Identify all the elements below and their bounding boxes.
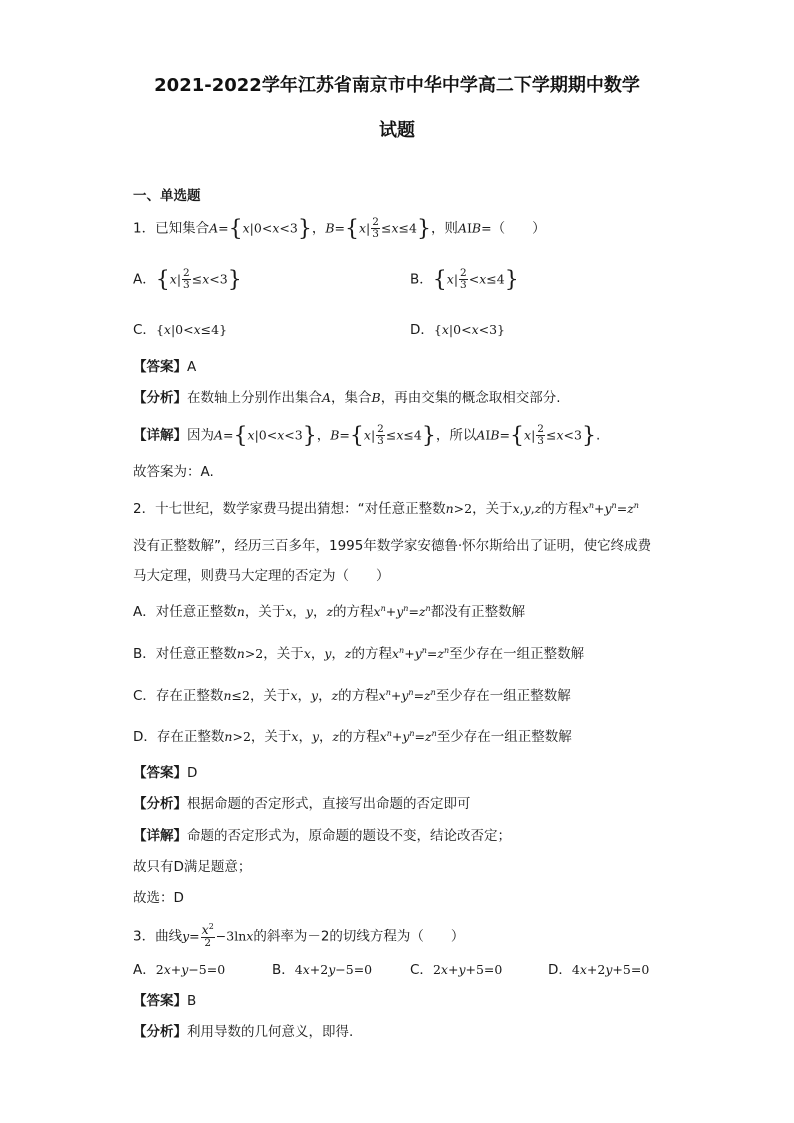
q2-option-a: A．对任意正整数n，关于x，y，z的方程$x^n+y^n=z^n$都没有正整数解	[133, 604, 526, 620]
q3-option-b: B．4x+2y−5=0	[272, 962, 373, 978]
q1-conclusion: 故答案为：A.	[133, 464, 214, 480]
section-heading: 一、单选题	[133, 188, 201, 204]
q2-stem-line2: 没有正整数解”，经历三百多年，1995年数学家安德鲁·怀尔斯给出了证明，使它终成费	[133, 538, 652, 554]
q1-stem: 1．已知集合A={x|0<x<3}，B={x| $\frac{2}{3}$ ≤x≤4}，则AIB=（ ）	[133, 216, 546, 242]
q2-answer: 【答案】D	[133, 765, 198, 781]
q1-detail: 【详解】因为A={x|0<x<3}，B={x| $\frac{2}{3}$ ≤x≤4}，所以AIB={x| $\frac{2}{3}$ ≤x<3}.	[133, 423, 601, 449]
q2-analysis: 【分析】根据命题的否定形式，直接写出命题的否定即可	[133, 796, 471, 812]
q2-stem-line3: 马大定理，则费马大定理的否定为（ ）	[133, 568, 390, 584]
q2-option-d: D．存在正整数n>2，关于x，y，z的方程$x^n+y^n=z^n$至少存在一组正整数解	[133, 729, 572, 745]
q3-option-a: A．2x+y−5=0	[133, 962, 226, 978]
q1-option-b: B．{x| $\frac{2}{3}$ <x≤4}	[410, 267, 519, 293]
q2-stem-line1: 2．十七世纪，数学家费马提出猜想：“对任意正整数n>2，关于x,y,z的方程$x^n+y^n=z^n$	[133, 501, 639, 517]
q3-option-c: C．2x+y+5=0	[410, 962, 503, 978]
q2-detail: 【详解】命题的否定形式为，原命题的题设不变，结论改否定；	[133, 828, 511, 844]
q3-analysis: 【分析】利用导数的几何意义，即得.	[133, 1024, 354, 1040]
q1-analysis: 【分析】在数轴上分别作出集合A，集合B，再由交集的概念取相交部分.	[133, 390, 561, 406]
q1-option-a: A．{x| $\frac{2}{3}$ ≤x<3}	[133, 267, 242, 293]
doc-title-line1: 2021-2022学年江苏省南京市中华中学高二下学期期中数学	[154, 75, 640, 96]
q3-option-d: D．4x+2y+5=0	[548, 962, 650, 978]
doc-title-line2: 试题	[379, 120, 415, 141]
q2-option-c: C．存在正整数n≤2，关于x，y，z的方程$x^n+y^n=z^n$至少存在一组正整数解	[133, 688, 571, 704]
q1-option-c: C．{x|0<x≤4}	[133, 322, 228, 338]
q1-answer: 【答案】A	[133, 359, 197, 375]
q2-conclusion-1: 故只有D满足题意；	[133, 859, 252, 875]
q2-option-b: B．对任意正整数n>2，关于x，y，z的方程$x^n+y^n=z^n$至少存在一组正整数解	[133, 646, 585, 662]
q2-conclusion-2: 故选：D	[133, 890, 184, 906]
q1-option-d: D．{x|0<x<3}	[410, 322, 506, 338]
q3-answer: 【答案】B	[133, 993, 197, 1009]
q3-stem: 3．曲线y= $\frac{x^2}{2}$ −3lnx的斜率为－2的切线方程为（ ）	[133, 922, 465, 949]
